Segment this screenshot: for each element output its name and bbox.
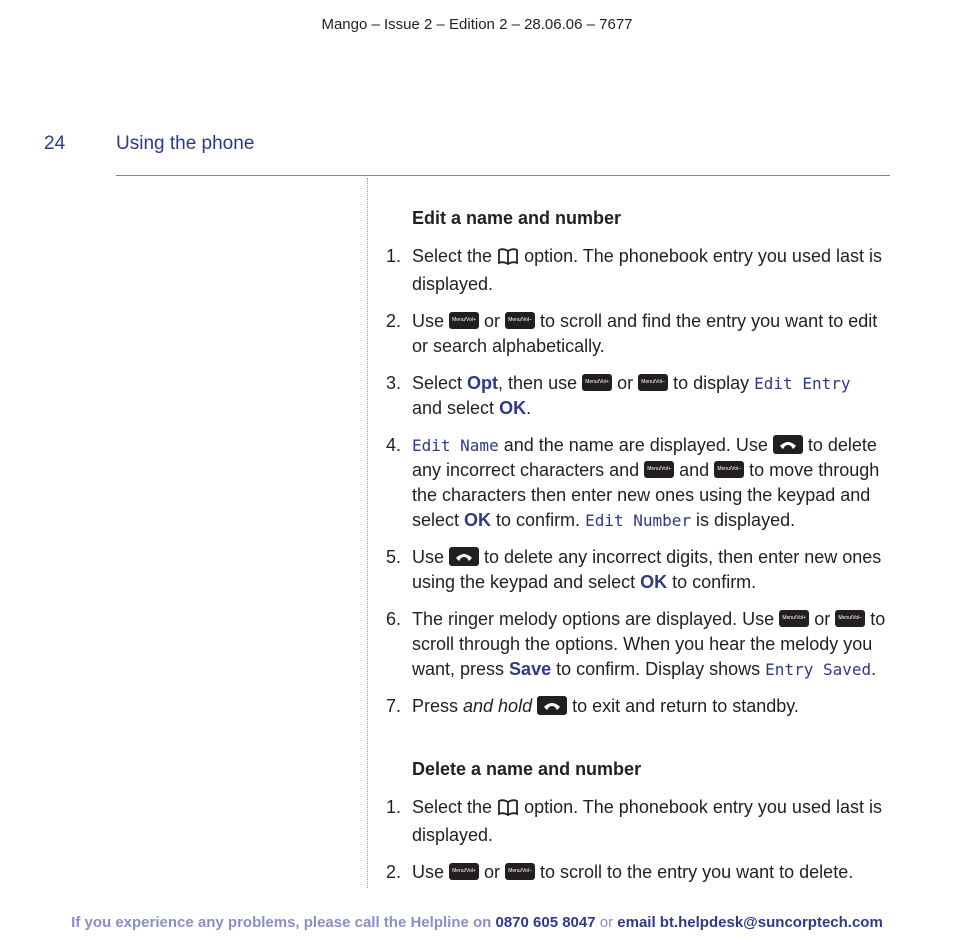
list-item: 6. The ringer melody options are displayed. Use Menu/Vol+ or Menu/Vol– to scroll through the options. When you hear the melody you want, press Save to confirm. Display shows Entry Saved. [386, 609, 886, 679]
document-header: Mango – Issue 2 – Edition 2 – 28.06.06 – 7677 [321, 16, 633, 33]
list-item: 3. Select Opt, then use Menu/Vol+ or Menu/Vol– to display Edit Entry and select OK. [386, 373, 851, 418]
phonebook-icon [497, 247, 519, 272]
list-item: 7. Press and hold to exit and return to standby. [386, 696, 799, 716]
edit-heading: Edit a name and number [412, 208, 622, 228]
lcd-text: Edit Name [412, 436, 499, 455]
header-rule [116, 175, 890, 176]
menu-vol-down-key-icon: Menu/Vol– [835, 610, 865, 627]
lcd-text: Edit Number [585, 511, 692, 530]
page-number: 24 [44, 133, 66, 154]
menu-vol-up-key-icon: Menu/Vol+ [449, 312, 479, 329]
list-item: 2. Use Menu/Vol+ or Menu/Vol– to scroll and find the entry you want to edit or search alphabetically. [386, 311, 878, 356]
list-item: 2. Use Menu/Vol+ or Menu/Vol– to scroll to the entry you want to delete. [386, 862, 854, 882]
menu-vol-down-key-icon: Menu/Vol– [714, 461, 744, 478]
edit-steps [386, 244, 896, 719]
menu-vol-up-key-icon: Menu/Vol+ [644, 461, 674, 478]
menu-vol-down-key-icon: Menu/Vol– [505, 863, 535, 880]
menu-vol-up-key-icon: Menu/Vol+ [582, 374, 612, 391]
delete-heading: Delete a name and number [412, 759, 642, 779]
phonebook-icon [497, 798, 519, 823]
main-content [386, 206, 896, 897]
helpline-phone: 0870 605 8047 [495, 914, 596, 931]
menu-vol-down-key-icon: Menu/Vol– [505, 312, 535, 329]
end-call-key-icon [449, 547, 479, 566]
list-item: 1. Select the option. The phonebook entry you used last is displayed. [386, 797, 882, 845]
delete-steps [386, 795, 896, 885]
list-item: 1. Select the option. The phonebook entry you used last is displayed. [386, 246, 882, 294]
menu-vol-up-key-icon: Menu/Vol+ [449, 863, 479, 880]
menu-vol-up-key-icon: Menu/Vol+ [779, 610, 809, 627]
helpdesk-email: email bt.helpdesk@suncorptech.com [617, 914, 883, 931]
helpline-footer: If you experience any problems, please call the Helpline on 0870 605 8047 or email bt.helpdesk@suncorptech.com [71, 914, 883, 931]
list-item: 5. Use to delete any incorrect digits, then enter new ones using the keypad and select OK to confirm. [386, 547, 882, 592]
list-item: 4. Edit Name and the name are displayed. Use to delete any incorrect characters and Menu/Vol+ and Menu/Vol– to move through the characters then enter new ones using the keypad and select OK to confirm. Edit Number is displayed. [386, 435, 880, 530]
lcd-text: Entry Saved [765, 660, 872, 679]
end-call-key-icon [537, 696, 567, 715]
column-divider [367, 178, 368, 888]
menu-vol-down-key-icon: Menu/Vol– [638, 374, 668, 391]
end-call-key-icon [773, 435, 803, 454]
lcd-text: Edit Entry [754, 374, 851, 393]
section-title: Using the phone [116, 133, 255, 154]
